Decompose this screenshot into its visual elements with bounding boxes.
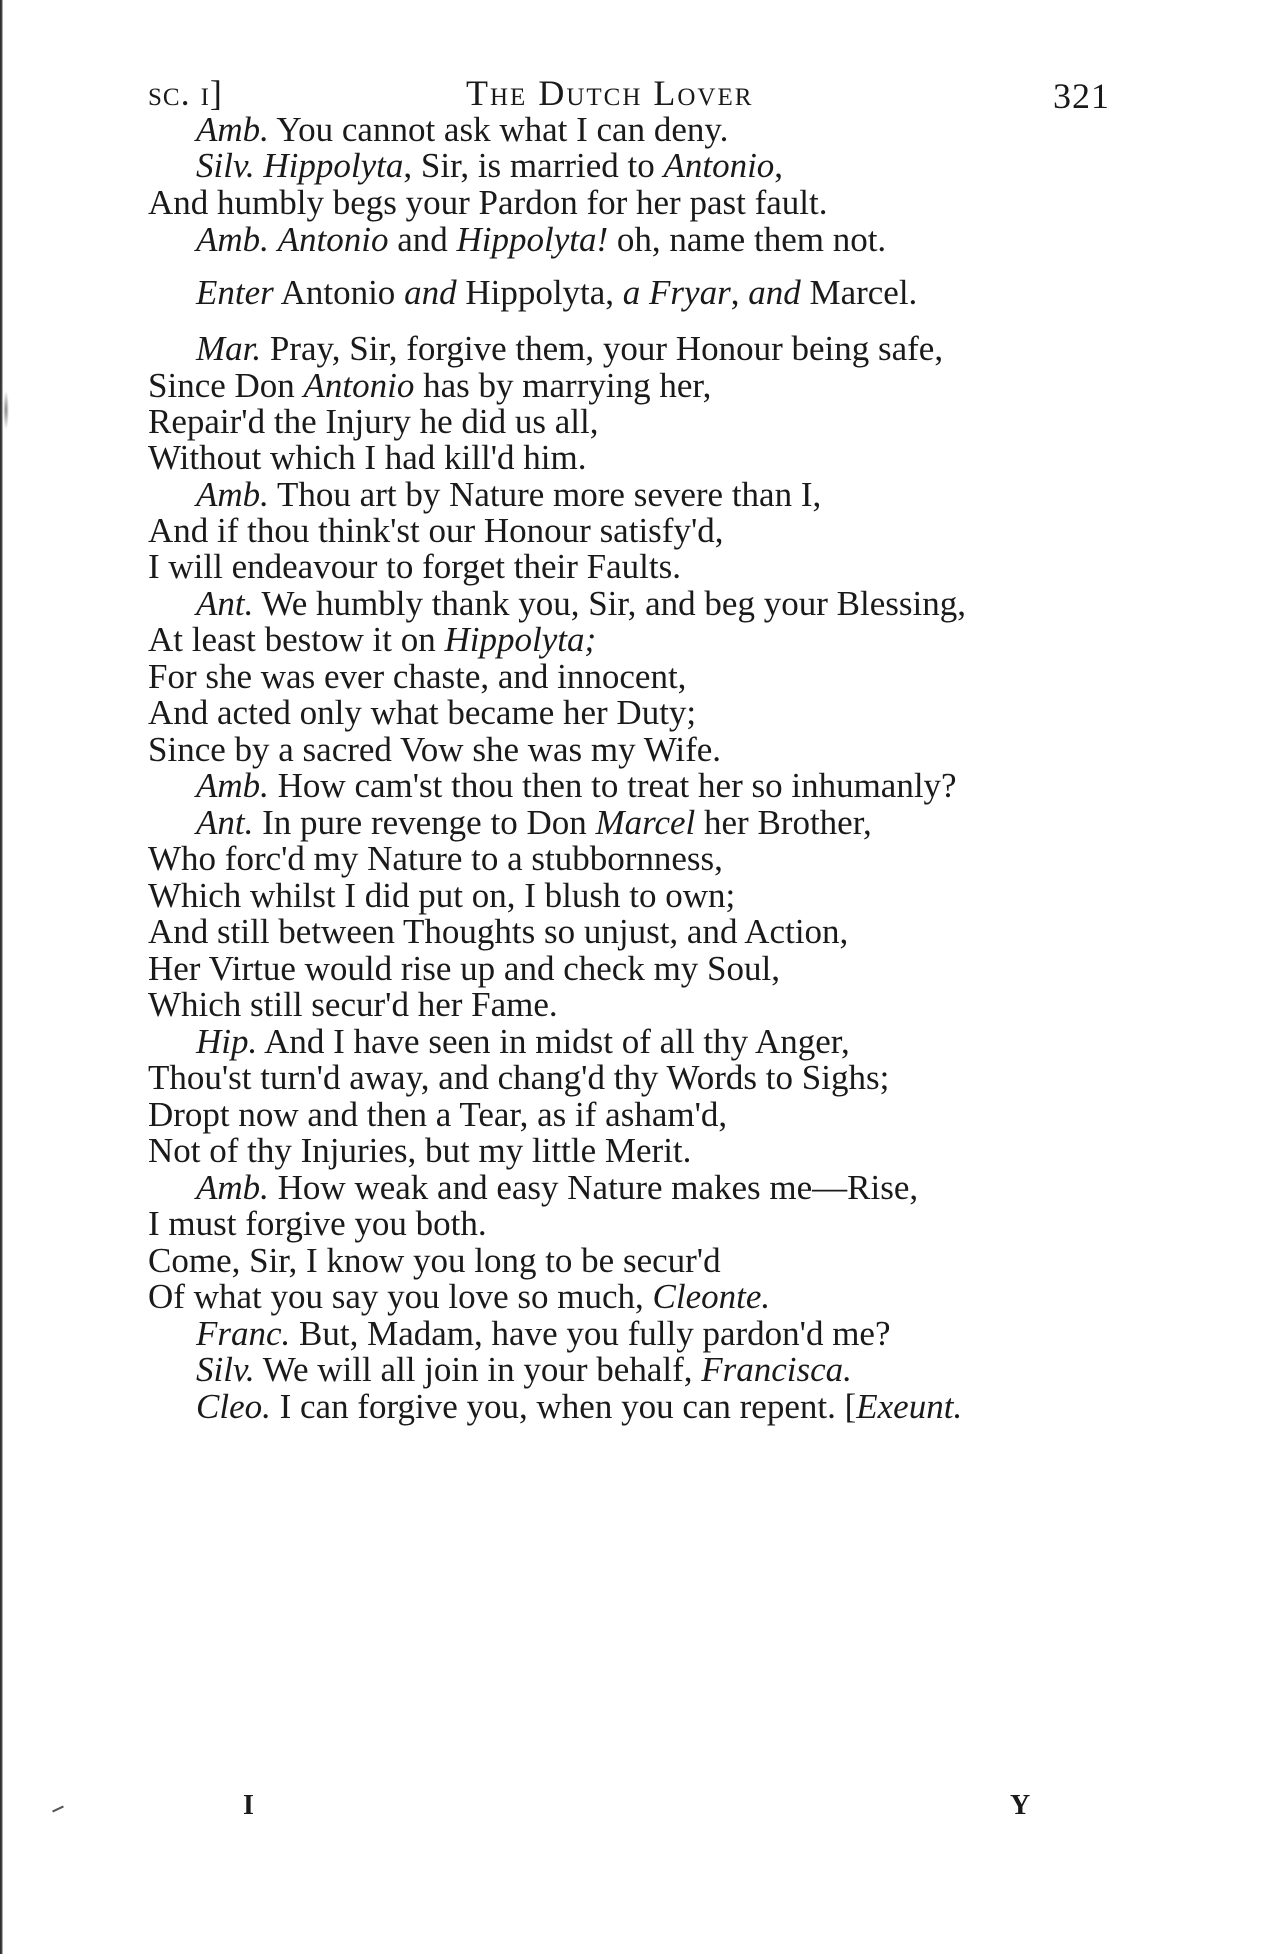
italic-text: Exeunt. <box>856 1387 963 1426</box>
text-run: and <box>388 220 457 259</box>
signature-mark-left: I <box>243 1790 254 1821</box>
text-run: , <box>730 273 749 312</box>
italic-text: Silv. <box>196 146 255 185</box>
verse-line <box>148 402 599 442</box>
verse-line <box>148 1314 891 1354</box>
text-run: Marcel. <box>800 273 918 312</box>
verse-line <box>148 912 848 952</box>
italic-text: Amb. <box>196 110 269 149</box>
signature-mark-right: Y <box>1010 1790 1031 1821</box>
verse-line <box>148 220 886 260</box>
italic-text: Marcel <box>595 803 696 842</box>
text-run: Antonio <box>273 273 405 312</box>
verse-line <box>148 1350 852 1390</box>
verse-line <box>148 329 943 369</box>
text-run: We will all join in your behalf, <box>254 1350 702 1389</box>
verse-line <box>148 584 966 624</box>
italic-text: and <box>748 273 801 312</box>
verse-line <box>148 1168 918 1208</box>
verse-line <box>148 475 821 515</box>
italic-text: Cleonte. <box>652 1277 771 1316</box>
italic-text: a Fryar <box>622 273 731 312</box>
text-run: And humbly begs your Pardon for her past fault. <box>148 183 828 222</box>
text-run: And still between Thoughts so unjust, and Action, <box>148 912 849 951</box>
verse-line <box>148 766 957 806</box>
text-run: oh, name them not. <box>608 220 887 259</box>
text-run: And I have seen in midst of all thy Anger, <box>257 1022 850 1061</box>
text-run: For she was ever chaste, and innocent, <box>148 657 687 696</box>
verse-line <box>148 1131 691 1171</box>
text-run: At least bestow it on <box>148 620 445 659</box>
stage-direction <box>148 273 917 313</box>
verse-line <box>148 110 728 150</box>
verse-line <box>148 876 735 916</box>
text-run <box>269 220 278 259</box>
italic-text: Hip. <box>196 1022 258 1061</box>
italic-text: Ant. <box>196 803 254 842</box>
verse-line <box>148 949 780 989</box>
text-run: I must forgive you both. <box>148 1204 487 1243</box>
verse-line <box>148 730 721 770</box>
verse-line <box>148 1204 487 1244</box>
text-run: But, Madam, have you fully pardon'd me? <box>290 1314 891 1353</box>
verse-line <box>148 657 686 697</box>
verse-line <box>148 1241 721 1281</box>
text-run: I will endeavour to forget their Faults. <box>148 547 681 586</box>
verse-line <box>148 366 711 406</box>
italic-text: Francisca. <box>701 1350 852 1389</box>
verse-line <box>148 547 681 587</box>
verse-line <box>148 1022 850 1062</box>
scene-reference: sc. i] <box>148 73 223 113</box>
text-run: Which still secur'd her Fame. <box>148 985 558 1024</box>
text-run: And acted only what became her Duty; <box>148 693 697 732</box>
italic-text: Amb. <box>196 475 269 514</box>
text-run: Of what you say you love so much, <box>148 1277 653 1316</box>
verse-line <box>148 1387 962 1427</box>
italic-text: Mar. <box>196 329 262 368</box>
text-run: Come, Sir, I know you long to be secur'd <box>148 1241 721 1280</box>
italic-text: Amb. <box>196 1168 269 1207</box>
text-run: has by marrying her, <box>414 366 712 405</box>
italic-text: Antonio <box>663 146 775 185</box>
text-run: , <box>774 146 784 185</box>
text-run: You cannot ask what I can deny. <box>268 110 729 149</box>
page-number: 321 <box>1053 76 1110 116</box>
text-run: How cam'st thou then to treat her so inhumanly? <box>268 766 957 805</box>
italic-text: Franc. <box>196 1314 291 1353</box>
text-run: In pure revenge to Don <box>253 803 596 842</box>
verse-line <box>148 803 872 843</box>
italic-text: Amb. <box>196 220 269 259</box>
text-run: We humbly thank you, Sir, and beg your Blessing, <box>253 584 966 623</box>
text-run: Since Don <box>148 366 304 405</box>
verse-line <box>148 620 596 660</box>
verse-line <box>148 183 827 223</box>
italic-text: Antonio <box>303 366 415 405</box>
text-run: Since by a sacred Vow she was my Wife. <box>148 730 722 769</box>
text-run: And if thou think'st our Honour satisfy'd, <box>148 511 724 550</box>
italic-text: and <box>404 273 457 312</box>
italic-text: Amb. <box>196 766 269 805</box>
text-run: , Sir, is married to <box>403 146 664 185</box>
italic-text: Cleo. <box>196 1387 271 1426</box>
verse-line <box>148 985 558 1025</box>
text-run: Pray, Sir, forgive them, your Honour being safe, <box>261 329 944 368</box>
verse-line <box>148 839 723 879</box>
verse-line <box>148 693 696 733</box>
italic-text: Ant. <box>196 584 254 623</box>
text-run: Which whilst I did put on, I blush to own; <box>148 876 736 915</box>
running-title: The Dutch Lover <box>466 73 754 113</box>
binding-mark <box>3 390 9 430</box>
text-run: Dropt now and then a Tear, as if asham'd, <box>148 1095 728 1134</box>
verse-line <box>148 146 783 186</box>
text-run: her Brother, <box>695 803 872 842</box>
italic-text: Enter <box>196 273 274 312</box>
text-run: Thou art by Nature more severe than I, <box>268 475 822 514</box>
text-run: I can forgive you, when you can repent. [ <box>270 1387 857 1426</box>
page-binding-edge <box>0 0 3 1954</box>
text-run: Repair'd the Injury he did us all, <box>148 402 599 441</box>
italic-text: Hippolyta; <box>444 620 597 659</box>
italic-text: Silv. <box>196 1350 255 1389</box>
text-run: Hippolyta, <box>456 273 623 312</box>
italic-text: Hippolyta <box>263 146 404 185</box>
text-run: Who forc'd my Nature to a stubbornness, <box>148 839 723 878</box>
verse-line <box>148 1277 770 1317</box>
italic-text: Hippolyta! <box>456 220 609 259</box>
verse-line <box>148 438 586 478</box>
text-run: Her Virtue would rise up and check my Soul, <box>148 949 780 988</box>
text-run: How weak and easy Nature makes me—Rise, <box>268 1168 919 1207</box>
text-run: Not of thy Injuries, but my little Merit. <box>148 1131 692 1170</box>
italic-text: Antonio <box>277 220 389 259</box>
verse-line <box>148 1058 889 1098</box>
text-run: Without which I had kill'd him. <box>148 438 587 477</box>
page-footer <box>0 1790 1279 1830</box>
verse-line <box>148 511 724 551</box>
text-run: Thou'st turn'd away, and chang'd thy Words to Sighs; <box>148 1058 890 1097</box>
verse-line <box>148 1095 727 1135</box>
